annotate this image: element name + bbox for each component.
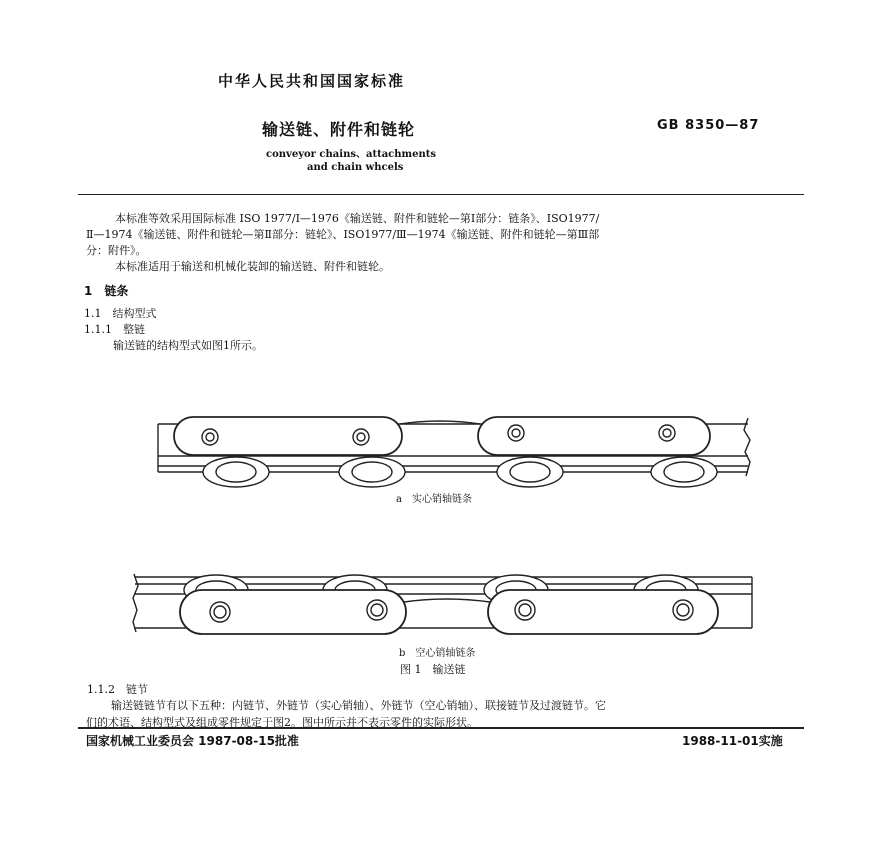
figure-caption-b: b 空心销轴链条	[399, 648, 476, 659]
intro-paragraph-3: 分：附件》。	[86, 244, 147, 257]
header-title: 中华人民共和国国家标准	[218, 72, 406, 90]
figure-1-caption: 图 1 输送链	[400, 663, 466, 676]
intro-paragraph-1: 本标准等效采用国际标准 ISO 1977/Ⅰ—1976《输送链、附件和链轮—第Ⅰ部分：链条》、ISO1977/	[115, 212, 600, 225]
section-1-heading: 1 链条	[84, 284, 129, 298]
hollow-pin-chain-drawing	[133, 574, 752, 634]
section-1-1-2-paragraph-2: 们的术语、结构型式及组成零件规定于图2。图中所示并不表示零件的实际形状。	[86, 716, 478, 729]
figure-caption-a: a 实心销轴链条	[396, 494, 472, 505]
section-1-1-heading: 1.1 结构型式	[84, 307, 157, 320]
standard-number: GB 8350—87	[657, 118, 760, 133]
section-1-1-1-text: 输送链的结构型式如图1所示。	[113, 339, 263, 352]
footer-rule	[78, 727, 804, 729]
approval-date: 国家机械工业委员会 1987-08-15批准	[86, 734, 299, 748]
effective-date: 1988-11-01实施	[682, 734, 783, 748]
section-1-1-2-heading: 1.1.2 链节	[87, 683, 148, 696]
document-title: 输送链、附件和链轮	[262, 120, 416, 139]
intro-paragraph-4: 本标准适用于输送和机械化装卸的输送链、附件和链轮。	[115, 260, 390, 273]
english-title-line1: conveyor chains、attachments	[266, 149, 436, 160]
intro-paragraph-2: Ⅱ—1974《输送链、附件和链轮—第Ⅱ部分：链轮》、ISO1977/Ⅲ—1974《输送链、附件和链轮—第Ⅲ部	[86, 228, 600, 241]
english-title-line2: and chain whcels	[307, 162, 404, 173]
section-1-1-2-paragraph-1: 输送链链节有以下五种：内链节、外链节（实心销轴）、外链节（空心销轴）、联接链节及过渡链节。它	[111, 699, 606, 712]
solid-pin-chain-drawing	[158, 417, 750, 487]
section-1-1-1-heading: 1.1.1 整链	[84, 323, 145, 336]
